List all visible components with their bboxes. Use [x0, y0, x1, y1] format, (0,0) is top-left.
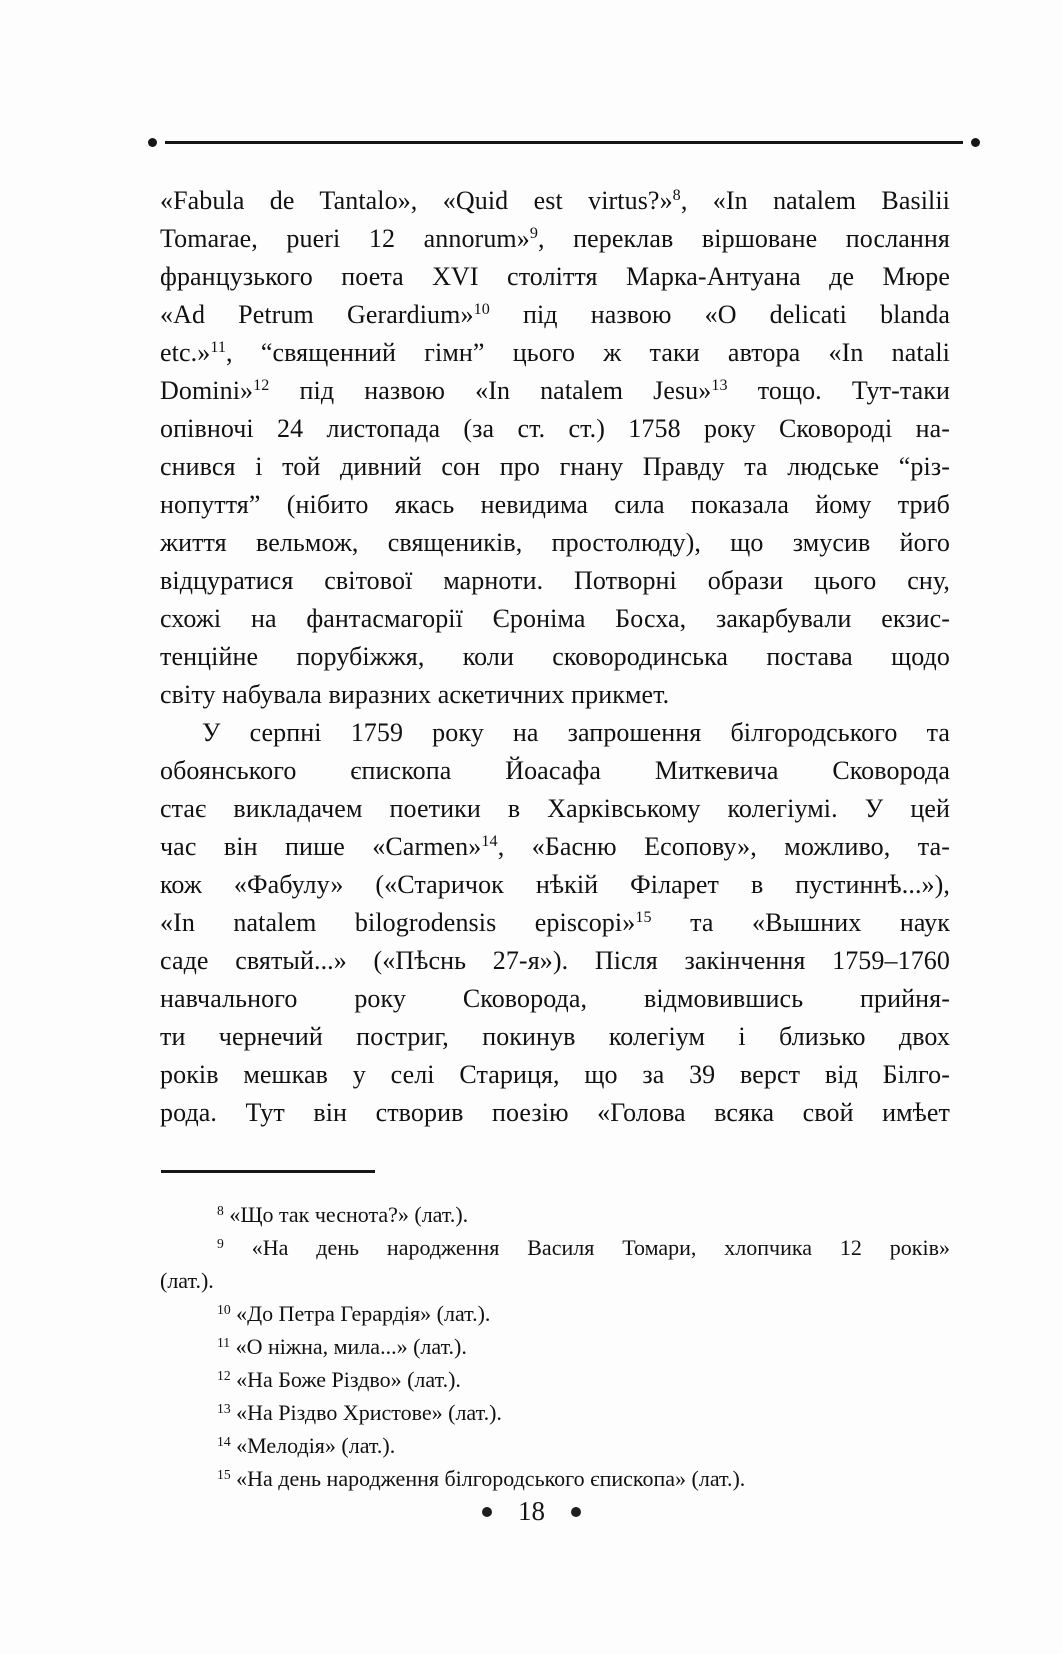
text-line: життя вельмож, священиків, простолюду), що змусив його: [160, 528, 950, 557]
text-line: ти чернечий постриг, покинув колегіум і близько двох: [160, 1022, 950, 1051]
text-line: etc.»$^{11}$, “священний гімн” цього ж таки автора «In natali: [160, 338, 950, 367]
footnote-ref: 13: [711, 377, 728, 395]
text-line: «In natalem bilogrodensis episcopi»$^{15}$ та «Вышних наук: [160, 908, 951, 937]
footnote-ref: 11: [210, 339, 227, 357]
page-number-row: [0, 1496, 1063, 1527]
text-line: опівночі 24 листопада (за ст. ст.) 1758 року Сковороді на-: [160, 414, 950, 443]
text-line: $^9$ «На день народження Василя Томари, хлопчика 12 років»: [217, 1235, 950, 1260]
ornament-rule: [165, 141, 963, 144]
footnote-ref: 10: [473, 301, 490, 319]
text-line: світу набувала виразних аскетичних прикмет.: [160, 680, 670, 709]
header-ornament: [148, 134, 980, 150]
text-line: саде святый...» («Пѣснь 27-я»). Після закінчення 1759–1760: [160, 946, 950, 975]
text-line: снився і той дивний сон про гнану Правду та людське “різ-: [160, 452, 950, 481]
text-line: рода. Тут він створив поезію «Голова всяка свой имѣет: [160, 1098, 950, 1127]
text-line: тенційне порубіжжя, коли сковородинська постава щодо: [160, 642, 950, 671]
footnote-ref: 9: [217, 1235, 224, 1251]
body-text: [160, 182, 950, 1132]
page-number-dot-left-icon: [482, 1507, 492, 1517]
text-line: стає викладачем поетики в Харківському колегіумі. У цей: [160, 794, 950, 823]
text-line: (лат.).: [160, 1268, 214, 1293]
footnote-ref: 12: [217, 1367, 231, 1383]
text-line: років мешкав у селі Стариця, що за 39 верст від Білго-: [160, 1060, 950, 1089]
text-line: французького поета XVI століття Марка-Антуана де Мюре: [160, 262, 950, 291]
footnote-ref: 9: [529, 225, 538, 243]
ornament-dot-left-icon: [148, 138, 157, 147]
text-line: «Ad Petrum Gerardium»$^{10}$ під назвою «O delicati blanda: [160, 300, 950, 329]
text-line: «Fabula de Tantalo», «Quid est virtus?»$^8$, «In natalem Basilii: [160, 186, 950, 215]
text-line: $^{12}$ «На Боже Різдво» (лат.).: [217, 1367, 461, 1392]
footnotes: [160, 1198, 950, 1495]
page-number: 18: [518, 1496, 545, 1526]
text-line: $^{14}$ «Мелодія» (лат.).: [217, 1433, 396, 1458]
footnote-separator: [161, 1170, 375, 1173]
footnote-ref: 10: [217, 1301, 231, 1317]
text-line: Domini»$^{12}$ під назвою «In natalem Jesu»$^{13}$ тощо. Тут-таки: [160, 376, 950, 405]
text-line: схожі на фантасмагорії Єроніма Босха, закарбували екзис-: [160, 604, 950, 633]
footnote-ref: 8: [217, 1202, 224, 1218]
page-number-dot-right-icon: [571, 1507, 581, 1517]
footnote-ref: 14: [217, 1433, 231, 1449]
footnote-ref: 12: [253, 377, 270, 395]
ornament-dot-right-icon: [971, 138, 980, 147]
text-line: $^{10}$ «До Петра Герардія» (лат.).: [217, 1301, 491, 1326]
text-line: відцуратися світової марноти. Потворні образи цього сну,: [160, 566, 950, 595]
text-line: обоянського єпископа Йоасафа Миткевича Сковорода: [160, 756, 950, 785]
text-line: $^{13}$ «На Різдво Христове» (лат.).: [217, 1400, 502, 1425]
footnote-ref: 15: [217, 1466, 231, 1482]
footnote-ref: 8: [672, 187, 681, 205]
text-line: $^{15}$ «На день народження білгородського єпископа» (лат.).: [217, 1466, 746, 1491]
text-line: $^8$ «Що так чеснота?» (лат.).: [217, 1202, 469, 1227]
text-line: нопуття” (нібито якась невидима сила показала йому триб: [160, 490, 950, 519]
text-line: У серпні 1759 року на запрошення білгородського та: [202, 718, 950, 747]
text-line: Tomarae, pueri 12 annorum»$^9$, переклав віршоване послання: [160, 224, 950, 253]
footnote-ref: 11: [217, 1334, 231, 1350]
footnote-ref: 15: [635, 909, 652, 927]
text-line: кож «Фабулу» («Старичок нѣкій Філарет в пустиннѣ...»),: [160, 870, 950, 899]
footnote-ref: 13: [217, 1400, 231, 1416]
footnote-ref: 14: [481, 833, 498, 851]
text-line: навчального року Сковорода, відмовившись прийня-: [160, 984, 950, 1013]
text-line: $^{11}$ «О ніжна, мила...» (лат.).: [217, 1334, 467, 1359]
text-line: час він пише «Carmen»$^{14}$, «Басню Есопову», можливо, та-: [160, 832, 950, 861]
